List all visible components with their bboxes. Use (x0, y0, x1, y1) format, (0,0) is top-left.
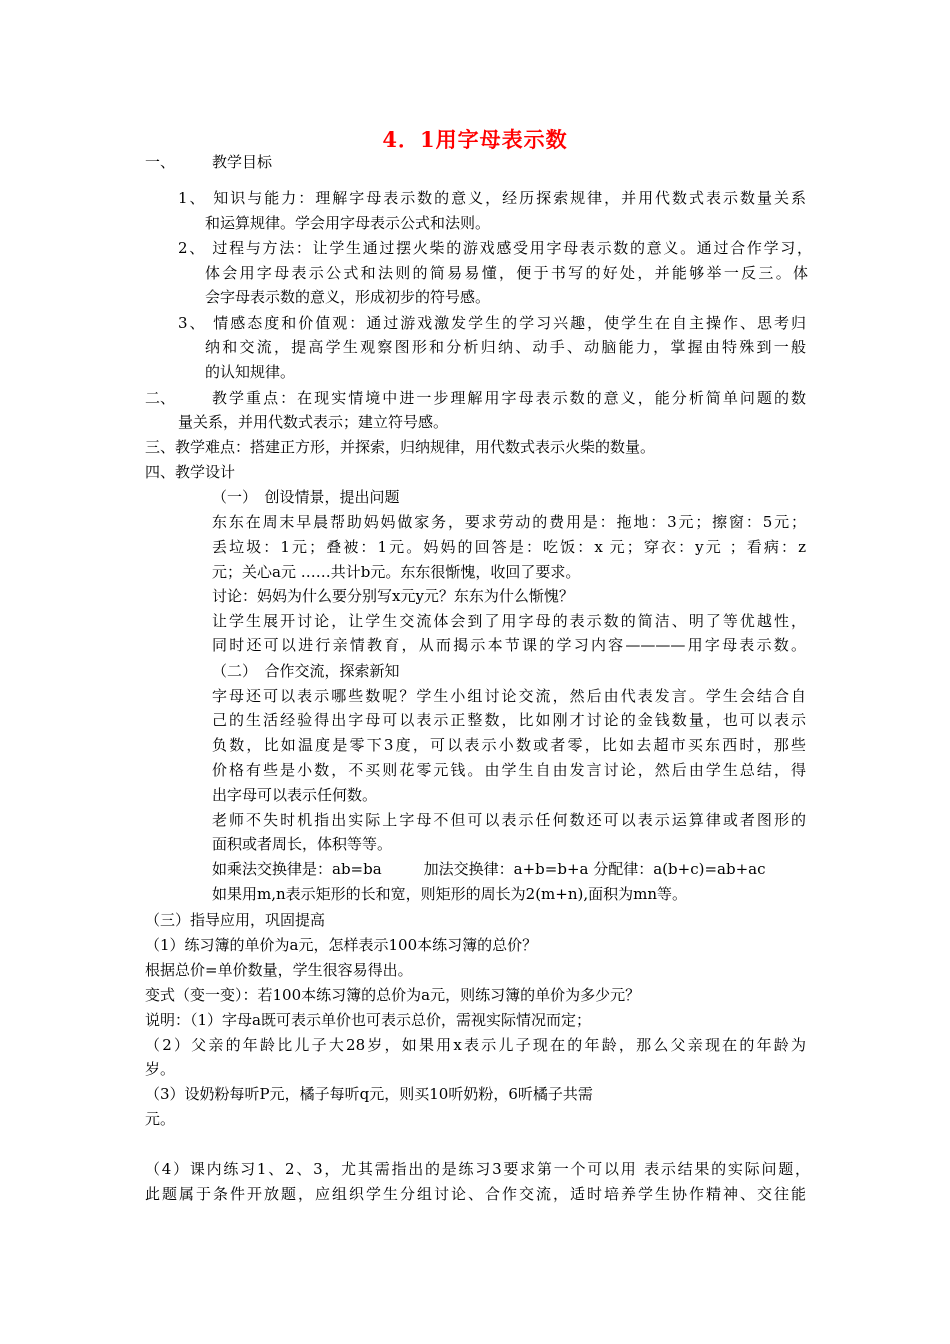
part-2-line-6: 老师不失时机指出实际上字母不但可以表示任何数还可以表示运算律或者图形的 (212, 811, 806, 829)
section-2-number: 二、 (145, 389, 176, 407)
section-2-line-1: 教学重点：在现实情境中进一步理解用字母表示数的意义，能分析简单问题的数 (212, 389, 806, 407)
goal-3-line-3: 的认知规律。 (205, 363, 296, 381)
part-3-line-1: （1）练习簿的单价为a元，怎样表示100本练习簿的总价？ (145, 936, 538, 954)
section-3-line: 三、教学难点：搭建正方形，并探索，归纳规律，用代数式表示火柴的数量。 (145, 438, 656, 456)
part-2-line-7: 面积或者周长，体积等等。 (212, 835, 393, 853)
section-1-heading: 教学目标 (212, 153, 273, 171)
part-2-heading: （二） 合作交流，探索新知 (212, 662, 400, 680)
part-1-line-6: 同时还可以进行亲情教育，从而揭示本节课的学习内容————用字母表示数。 (212, 636, 806, 654)
goal-2-line-2: 体会用字母表示公式和法则的简易易懂，便于书写的好处，并能够举一反三。体 (205, 264, 808, 282)
goal-3-line-1: 3、 情感态度和价值观：通过游戏激发学生的学习兴趣，使学生在自主操作、思考归 (178, 314, 806, 332)
goal-2-line-3: 会字母表示数的意义，形成初步的符号感。 (205, 288, 491, 306)
part-2-line-4: 价格有些是小数，不买则花零元钱。由学生自由发言讨论，然后由学生总结，得 (212, 761, 806, 779)
part-2-line-1: 字母还可以表示哪些数呢？学生小组讨论交流，然后由代表发言。学生会结合自 (212, 687, 806, 705)
part-1-line-1: 东东在周末早晨帮助妈妈做家务，要求劳动的费用是：拖地：3元；擦窗：5元； (212, 513, 806, 531)
part-1-line-2: 丢垃圾：1元；叠被：1元。妈妈的回答是：吃饭：x 元；穿衣：y元 ；看病：z (212, 538, 806, 556)
goal-1-line-2: 和运算规律。学会用字母表示公式和法则。 (205, 214, 491, 232)
part-2-line-5: 出字母可以表示任何数。 (212, 786, 378, 804)
law-line (212, 857, 765, 881)
question-3-line-1: （3）设奶粉每听P元，橘子每听q元，则买10听奶粉，6听橘子共需 (145, 1085, 593, 1103)
multiplication-law: 如乘法交换律是：ab=ba (212, 860, 382, 878)
question-2-line-1: （2）父亲的年龄比儿子大28岁，如果用x表示儿子现在的年龄，那么父亲现在的年龄为 (145, 1036, 806, 1054)
page-title: 4．1用字母表示数 (382, 127, 568, 152)
section-4-heading: 四、教学设计 (145, 463, 236, 481)
part-2-line-3: 负数，比如温度是零下3度，可以表示小数或者零，比如去超市买东西时，那些 (212, 736, 806, 754)
part-3-line-2: 根据总价=单价数量，学生很容易得出。 (145, 961, 413, 979)
rectangle-formula-line: 如果用m,n表示矩形的长和宽，则矩形的周长为2(m+n),面积为mn等。 (212, 885, 688, 903)
question-3-line-2: 元。 (145, 1110, 176, 1128)
part-2-line-2: 己的生活经验得出字母可以表示正整数，比如刚才讨论的金钱数量，也可以表示 (212, 711, 806, 729)
part-3-line-4: 说明：（1）字母a既可表示单价也可表示总价，需视实际情况而定； (145, 1011, 591, 1029)
part-1-line-5: 让学生展开讨论，让学生交流体会到了用字母的表示数的简洁、明了等优越性， (212, 612, 806, 630)
part-1-line-3: 元；关心a元 ……共计b元。东东很惭愧，收回了要求。 (212, 563, 581, 581)
goal-3-line-2: 纳和交流，提高学生观察图形和分析归纳、动手、动脑能力，掌握由特殊到一般 (205, 338, 806, 356)
part-3-line-3: 变式（变一变）：若100本练习簿的总价为a元，则练习簿的单价为多少元？ (145, 986, 641, 1004)
question-2-line-2: 岁。 (145, 1060, 176, 1078)
part-1-heading: （一） 创设情景，提出问题 (212, 488, 400, 506)
question-4-line-1: （4）课内练习1、2、3，尤其需指出的是练习3要求第一个可以用 表示结果的实际问题， (145, 1160, 810, 1178)
goal-2-line-1: 2、 过程与方法：让学生通过摆火柴的游戏感受用字母表示数的意义。通过合作学习， (178, 239, 812, 257)
section-1-number: 一、 (145, 153, 176, 171)
goal-1-line-1: 1、 知识与能力：理解字母表示数的意义，经历探索规律，并用代数式表示数量关系 (178, 189, 806, 207)
section-2-line-2: 量关系，并用代数式表示；建立符号感。 (178, 413, 449, 431)
addition-distributive-law: 加法交换律：a+b=b+a 分配律：a(b+c)=ab+ac (423, 860, 766, 878)
part-3-heading: （三）指导应用，巩固提高 (145, 911, 326, 929)
question-4-line-2: 此题属于条件开放题，应组织学生分组讨论、合作交流，适时培养学生协作精神、交往能 (145, 1185, 806, 1203)
part-1-line-4: 讨论：妈妈为什么要分别写x元y元？东东为什么惭愧？ (212, 587, 574, 605)
